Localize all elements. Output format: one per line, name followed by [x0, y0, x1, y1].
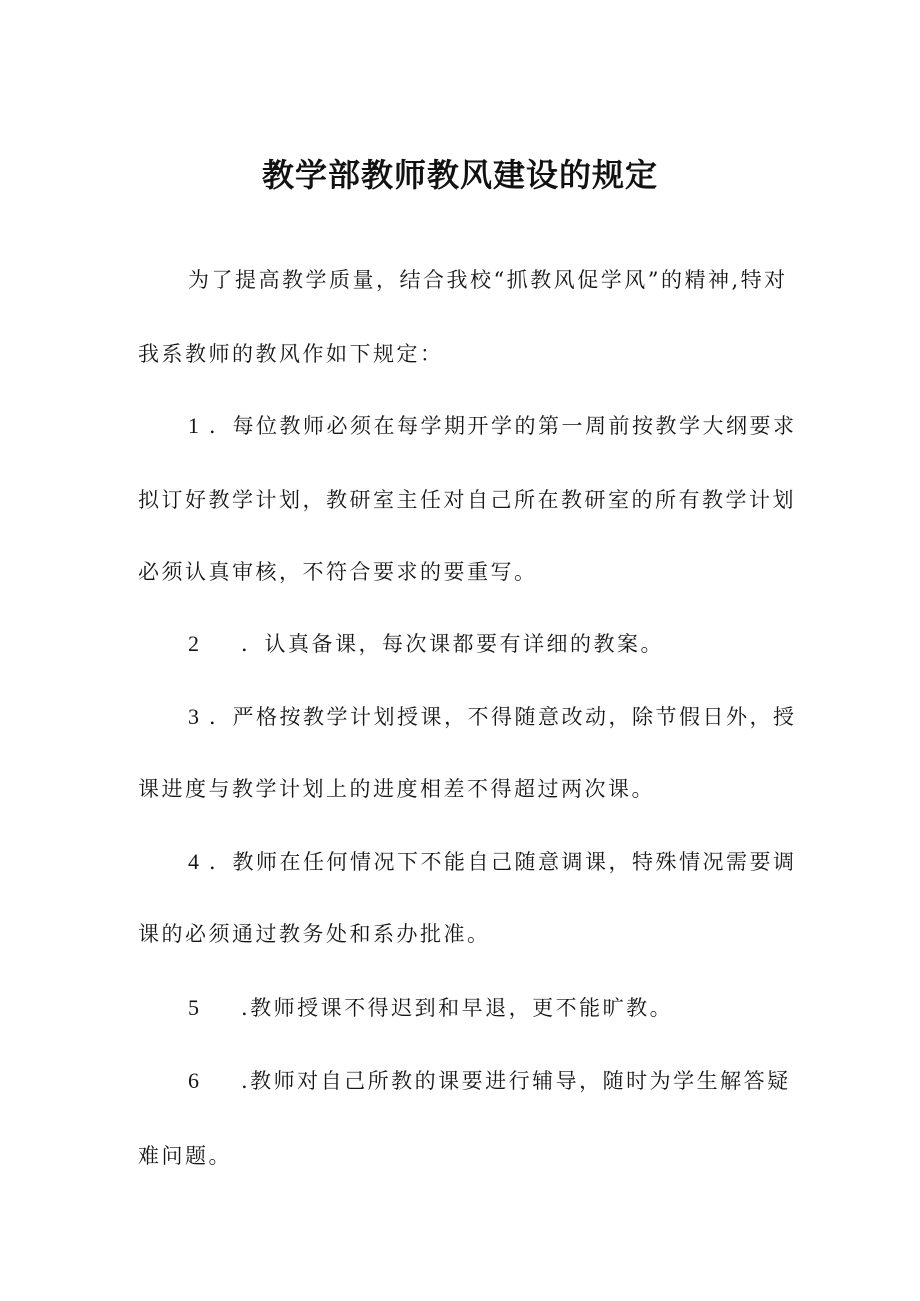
item-2-text: ．认真备课，每次课都要有详细的教案。: [241, 632, 664, 656]
item-1-text: ．每位教师必须在每学期开学的第一周前按教学大纲要求: [209, 414, 797, 438]
intro-line-2: 我系教师的教风作如下规定：: [138, 342, 444, 366]
item-3-line-2: 课进度与教学计划上的进度相差不得超过两次课。: [138, 777, 655, 801]
item-3-text: ．严格按教学计划授课，不得随意改动，除节假日外，授: [209, 705, 797, 729]
item-1-line-1: [188, 410, 797, 440]
item-5-number: 5: [188, 995, 199, 1020]
item-4-text: ．教师在任何情况下不能自己随意调课，特殊情况需要调: [209, 850, 797, 874]
item-1-line-2: 拟订好教学计划，教研室主任对自己所在教研室的所有教学计划: [138, 488, 796, 512]
item-6-line-2: 难问题。: [138, 1144, 232, 1168]
item-1-number: 1: [188, 413, 199, 438]
item-6-number: 6: [188, 1068, 199, 1093]
intro-line-1: 为了提高教学质量，结合我校“抓教风促学风”的精神,特对: [188, 268, 788, 292]
item-6-text: .教师对自己所教的课要进行辅导，随时为学生解答疑: [241, 1069, 791, 1093]
item-5-line-1: [188, 992, 673, 1022]
item-2-line-1: [188, 628, 664, 658]
item-4-number: 4: [188, 849, 199, 874]
item-2-number: 2: [188, 631, 199, 656]
item-3-number: 3: [188, 704, 199, 729]
item-6-line-1: [188, 1065, 791, 1095]
item-4-line-2: 课的必须通过教务处和系办批准。: [138, 922, 491, 946]
item-1-line-3: 必须认真审核，不符合要求的要重写。: [138, 560, 538, 584]
document-title: 教学部教师教风建设的规定: [261, 156, 658, 194]
item-5-text: .教师授课不得迟到和早退，更不能旷教。: [241, 996, 674, 1020]
item-4-line-1: [188, 846, 797, 876]
item-3-line-1: [188, 701, 797, 731]
